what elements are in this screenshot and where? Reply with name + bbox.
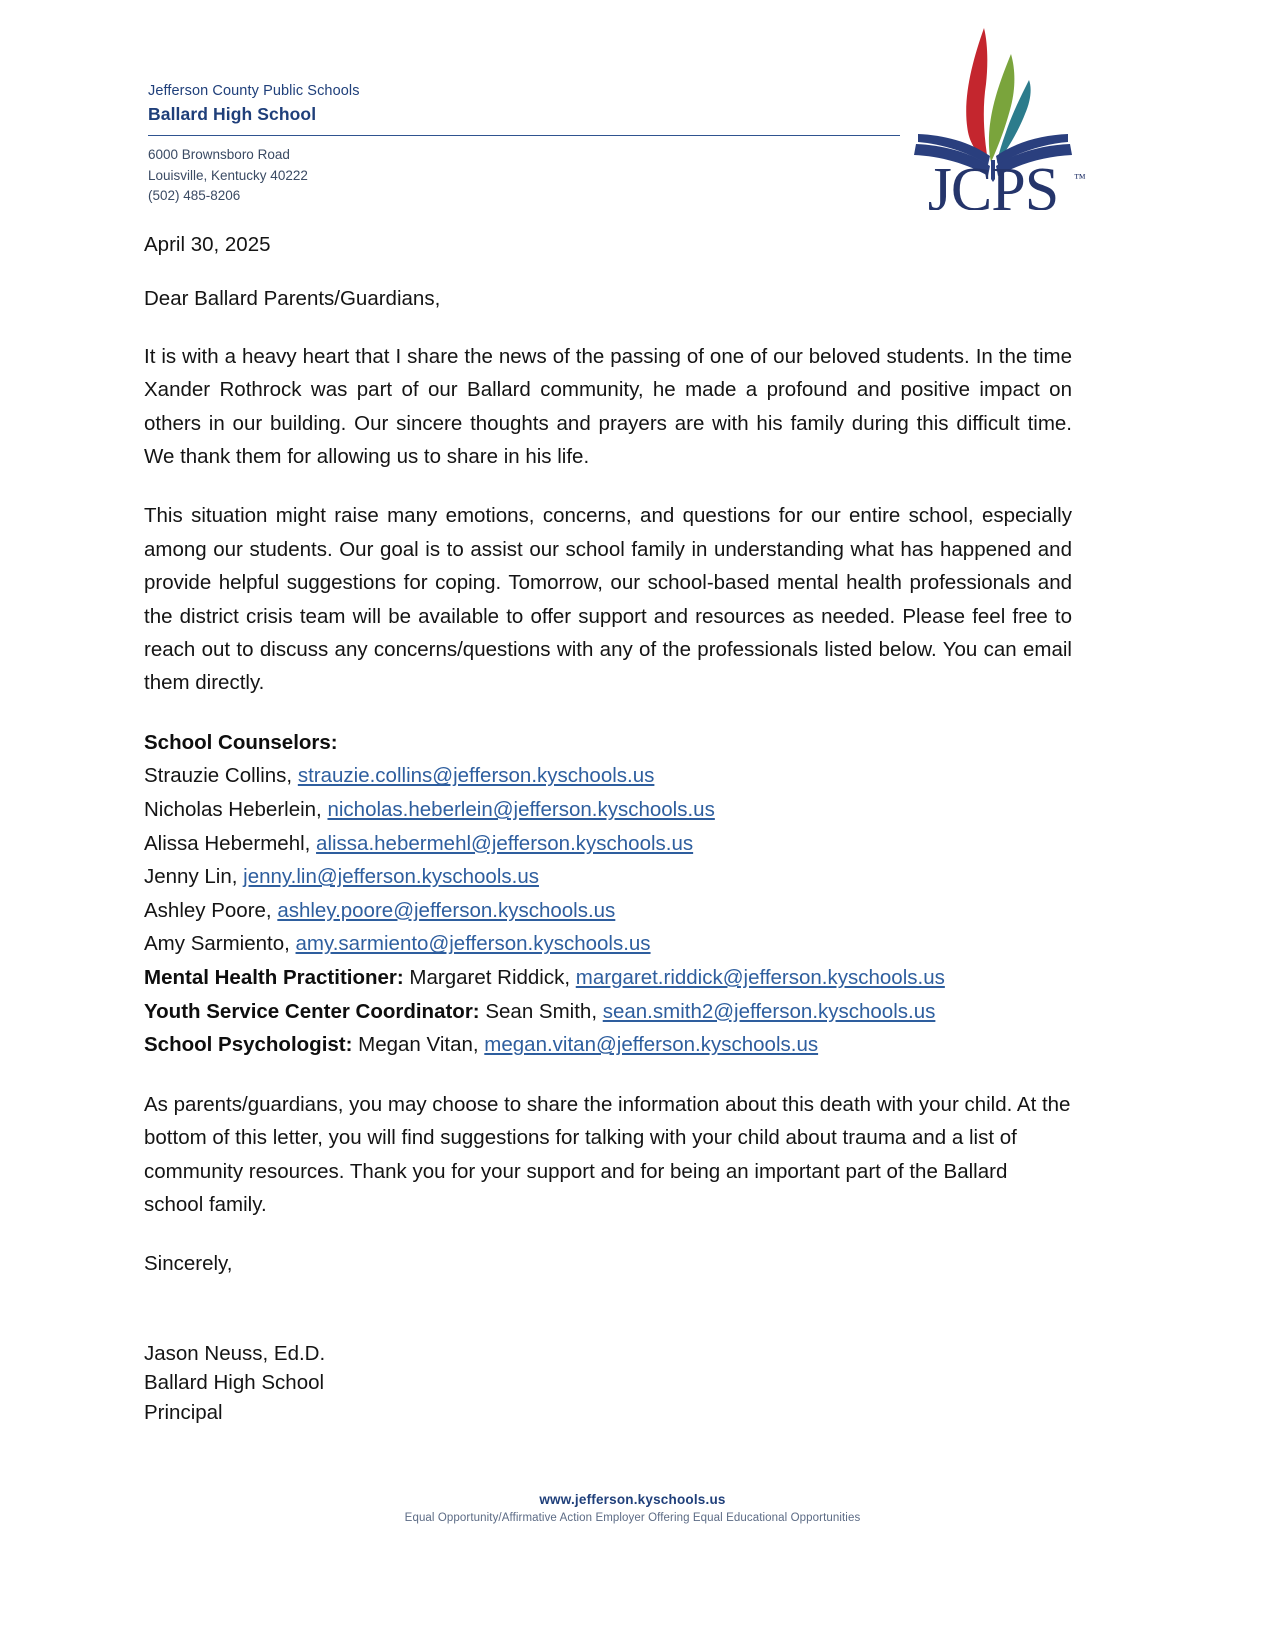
district-website-url[interactable]: www.jefferson.kyschools.us bbox=[539, 1492, 726, 1507]
contacts-block bbox=[144, 726, 1072, 1062]
address-street: 6000 Brownsboro Road bbox=[148, 147, 290, 163]
salutation: Dear Ballard Parents/Guardians, bbox=[144, 287, 441, 311]
signer-name: Jason Neuss, Ed.D. bbox=[144, 1341, 326, 1365]
flame-icon bbox=[966, 28, 1030, 163]
paragraph-guidance: As parents/guardians, you may choose to share the information about this death with your child. At the bottom of this letter, you will find suggestions for talking with your child about trauma and a list of community resources. Thank you for your support and for being an important part of the Ballard school family. bbox=[144, 1092, 1071, 1217]
role-label: Youth Service Center Coordinator: bbox=[144, 999, 480, 1023]
counselor-name: Ashley Poore, bbox=[144, 898, 272, 922]
counselor-email-link[interactable]: nicholas.heberlein@jefferson.kyschools.us bbox=[327, 798, 715, 822]
role-person-name: Sean Smith, bbox=[485, 999, 598, 1023]
page-footer bbox=[0, 1492, 1265, 1524]
role-person-name: Margaret Riddick, bbox=[409, 966, 571, 990]
list-item bbox=[144, 927, 1072, 961]
letterhead bbox=[148, 82, 908, 207]
counselor-email-link[interactable]: ashley.poore@jefferson.kyschools.us bbox=[277, 898, 616, 922]
list-item bbox=[144, 961, 1072, 995]
role-email-link[interactable]: margaret.riddick@jefferson.kyschools.us bbox=[575, 966, 945, 990]
phone-number: (502) 485-8206 bbox=[148, 188, 241, 204]
paragraph-condolence: It is with a heavy heart that I share the news of the passing of one of our beloved students. In the time Xander Rothrock was part of our Ballard community, he made a profound and positive impact on others in our building. Our sincere thoughts and prayers are with his family during this difficult time. We thank them for allowing us to share in his life. bbox=[144, 344, 1072, 469]
svg-text:JCPS: JCPS bbox=[927, 156, 1059, 210]
role-email-link[interactable]: megan.vitan@jefferson.kyschools.us bbox=[484, 1033, 819, 1057]
address-block bbox=[148, 145, 908, 207]
signature-block bbox=[144, 1247, 1072, 1427]
equal-opportunity-tagline: Equal Opportunity/Affirmative Action Employer Offering Equal Educational Opportunities bbox=[404, 1512, 861, 1524]
role-email-link[interactable]: sean.smith2@jefferson.kyschools.us bbox=[602, 999, 936, 1023]
list-item bbox=[144, 759, 1072, 793]
signer-school: Ballard High School bbox=[144, 1371, 325, 1395]
jcps-logo bbox=[898, 14, 1088, 210]
counselor-name: Jenny Lin, bbox=[144, 865, 238, 889]
letter-date: April 30, 2025 bbox=[144, 233, 271, 256]
counselor-name: Amy Sarmiento, bbox=[144, 932, 290, 956]
counselors-heading: School Counselors: bbox=[144, 730, 338, 754]
school-name: Ballard High School bbox=[148, 103, 317, 124]
counselor-email-link[interactable]: alissa.hebermehl@jefferson.kyschools.us bbox=[316, 831, 694, 855]
counselor-email-link[interactable]: jenny.lin@jefferson.kyschools.us bbox=[243, 865, 539, 889]
address-city-state-zip: Louisville, Kentucky 40222 bbox=[148, 167, 308, 183]
role-label: Mental Health Practitioner: bbox=[144, 966, 404, 990]
trademark-symbol: ™ bbox=[1074, 171, 1086, 185]
counselor-name: Nicholas Heberlein, bbox=[144, 798, 322, 822]
list-item bbox=[144, 860, 1072, 894]
district-name: Jefferson County Public Schools bbox=[148, 83, 360, 99]
letter-body bbox=[144, 228, 1072, 1427]
counselor-email-link[interactable]: strauzie.collins@jefferson.kyschools.us bbox=[297, 764, 655, 788]
list-item bbox=[144, 995, 1072, 1029]
list-item bbox=[144, 894, 1072, 928]
counselor-email-link[interactable]: amy.sarmiento@jefferson.kyschools.us bbox=[295, 932, 651, 956]
list-item bbox=[144, 827, 1072, 861]
list-item bbox=[144, 1028, 1072, 1062]
counselor-name: Strauzie Collins, bbox=[144, 764, 293, 788]
closing: Sincerely, bbox=[144, 1252, 233, 1276]
paragraph-support: This situation might raise many emotions, concerns, and questions for our entire school, especially among our students. Our goal is to assist our school family in understanding what has happened and provide helpful suggestions for coping. Tomorrow, our school-based mental health professionals and the district crisis team will be available to offer support and resources as needed. Please feel free to reach out to discuss any concerns/questions with any of the professionals listed below. You can email them directly. bbox=[144, 504, 1072, 695]
role-person-name: Megan Vitan, bbox=[358, 1033, 479, 1057]
counselor-name: Alissa Hebermehl, bbox=[144, 831, 311, 855]
role-label: School Psychologist: bbox=[144, 1033, 353, 1057]
letterhead-divider bbox=[148, 135, 900, 136]
signer-title: Principal bbox=[144, 1400, 223, 1424]
list-item bbox=[144, 793, 1072, 827]
